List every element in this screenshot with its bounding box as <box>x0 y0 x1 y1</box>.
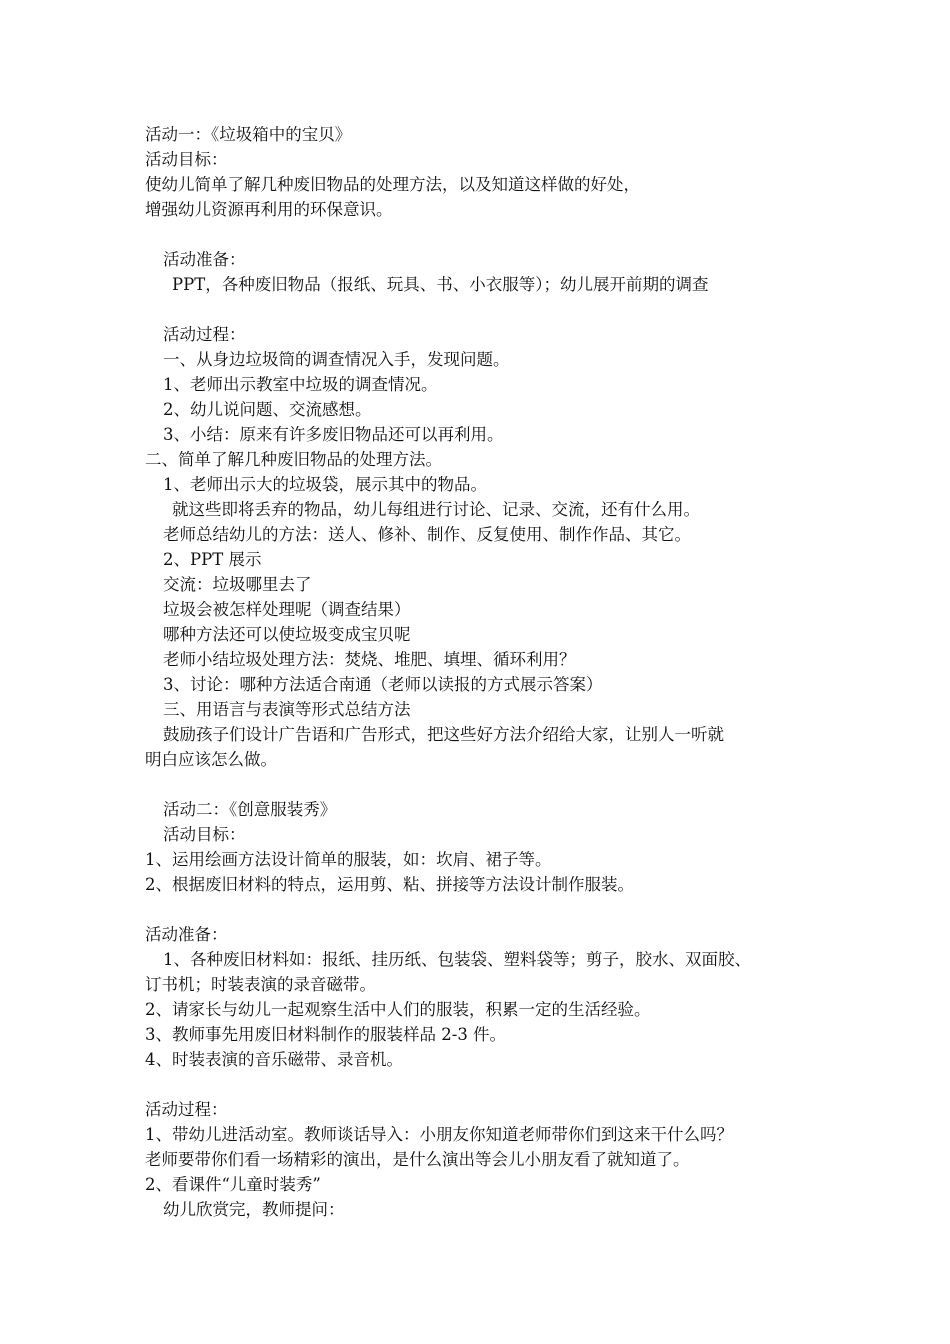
text-line: 3、教师事先用废旧材料制作的服装样品 2-3 件。 <box>145 1025 507 1044</box>
text-line: 2、看课件“儿童时装秀” <box>145 1175 321 1194</box>
text-line: 哪种方法还可以使垃圾变成宝贝呢 <box>163 625 411 644</box>
text-line: 老师总结幼儿的方法：送人、修补、制作、反复使用、制作作品、其它。 <box>163 525 691 544</box>
text-line: 明白应该怎么做。 <box>145 750 277 769</box>
activity-prep-heading: 活动准备： <box>145 925 228 944</box>
text-line: 3、小结：原来有许多废旧物品还可以再利用。 <box>163 425 504 444</box>
text-line: 就这些即将丢弃的物品，幼儿每组进行讨论、记录、交流，还有什么用。 <box>172 500 700 519</box>
text-line: 交流：垃圾哪里去了 <box>163 575 312 594</box>
text-line: 4、时装表演的音乐磁带、录音机。 <box>145 1050 403 1069</box>
text-line: 垃圾会被怎样处理呢（调查结果） <box>163 600 411 619</box>
text-line: 1、带幼儿进活动室。教师谈话导入：小朋友你知道老师带你们到这来干什么吗？ <box>145 1125 733 1144</box>
text-line: 订书机；时装表演的录音磁带。 <box>145 975 376 994</box>
text-line: 1、运用绘画方法设计简单的服装，如：坎肩、裙子等。 <box>145 850 552 869</box>
text-line: 老师要带你们看一场精彩的演出，是什么演出等会儿小朋友看了就知道了。 <box>145 1150 690 1169</box>
activity-one-title: 活动一：《垃圾箱中的宝贝》 <box>145 125 352 144</box>
text-line: 2、PPT 展示 <box>163 550 262 569</box>
activity-process-heading: 活动过程： <box>163 325 246 344</box>
text-line: 1、老师出示教室中垃圾的调查情况。 <box>163 375 438 394</box>
text-line: 使幼儿简单了解几种废旧物品的处理方法，以及知道这样做的好处， <box>145 175 640 194</box>
text-line: 2、请家长与幼儿一起观察生活中人们的服装，积累一定的生活经验。 <box>145 1000 651 1019</box>
text-line: 三、用语言与表演等形式总结方法 <box>163 700 411 719</box>
text-line: 2、根据废旧材料的特点，运用剪、粘、拼接等方法设计制作服装。 <box>145 875 634 894</box>
text-line: 幼儿欣赏完，教师提问： <box>163 1200 345 1219</box>
text-line: 老师小结垃圾处理方法：焚烧、堆肥、填埋、循环利用？ <box>163 650 576 669</box>
text-line: 一、从身边垃圾筒的调查情况入手，发现问题。 <box>163 350 510 369</box>
text-line: 增强幼儿资源再利用的环保意识。 <box>145 200 393 219</box>
text-line: 1、老师出示大的垃圾袋，展示其中的物品。 <box>163 475 487 494</box>
text-line: 1、各种废旧材料如：报纸、挂历纸、包装袋、塑料袋等；剪子，胶水、双面胶、 <box>163 950 751 969</box>
activity-process-heading: 活动过程： <box>145 1100 228 1119</box>
activity-two-title: 活动二：《创意服装秀》 <box>163 800 337 819</box>
text-line: 鼓励孩子们设计广告语和广告形式，把这些好方法介绍给大家，让别人一听就 <box>163 725 724 744</box>
activity-goal-heading: 活动目标： <box>163 825 246 844</box>
activity-goal-heading: 活动目标： <box>145 150 228 169</box>
text-line: 3、讨论：哪种方法适合南通（老师以读报的方式展示答案） <box>163 675 603 694</box>
text-line: 2、幼儿说问题、交流感想。 <box>163 400 372 419</box>
text-line: 二、简单了解几种废旧物品的处理方法。 <box>145 450 442 469</box>
text-line: PPT，各种废旧物品（报纸、玩具、书、小衣服等）；幼儿展开前期的调查 <box>172 275 709 294</box>
activity-prep-heading: 活动准备： <box>163 250 246 269</box>
